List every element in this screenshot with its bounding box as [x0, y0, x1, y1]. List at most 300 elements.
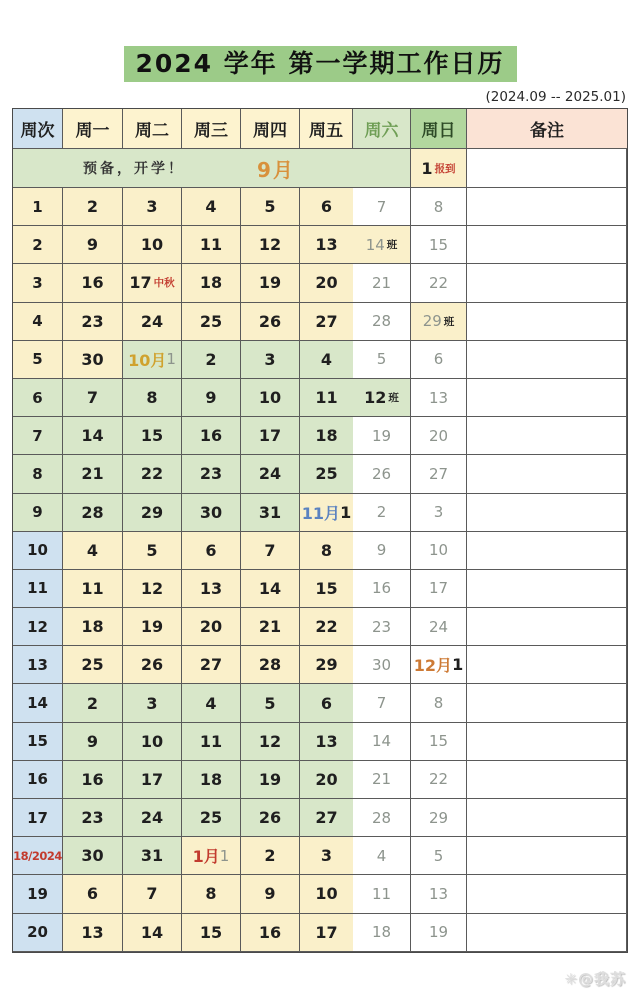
cell-text: 13 — [428, 884, 449, 903]
cell-text: 11 — [315, 388, 338, 408]
cell-text: 7 — [86, 388, 99, 408]
date-cell — [63, 264, 123, 302]
date-cell — [241, 570, 300, 608]
cell-text: 2 — [264, 846, 276, 866]
date-cell — [241, 532, 300, 570]
week-number-cell — [13, 570, 63, 608]
date-cell — [63, 570, 123, 608]
week-number-cell — [13, 264, 63, 302]
cell-text: 11 — [199, 731, 223, 751]
date-cell — [123, 875, 182, 913]
cell-text: 9 — [264, 884, 276, 904]
calendar-table — [12, 108, 628, 953]
note-cell — [467, 341, 627, 379]
date-cell — [123, 226, 182, 264]
date-cell — [241, 494, 300, 532]
note-cell — [467, 684, 627, 722]
cell-text: 27 — [428, 464, 449, 483]
cell-text: 1 — [219, 846, 230, 865]
date-cell — [353, 226, 411, 264]
week-number-cell — [13, 646, 63, 684]
date-cell — [411, 914, 467, 952]
cell-text: 11 — [81, 578, 104, 598]
date-cell — [411, 646, 467, 684]
banner-month-label: 9月 — [257, 157, 295, 182]
note-cell — [467, 264, 627, 302]
cell-text: 17 — [315, 922, 338, 942]
cell-text: 9 — [86, 235, 99, 255]
date-cell — [411, 455, 467, 493]
date-cell — [300, 379, 353, 417]
date-cell — [123, 532, 182, 570]
date-cell — [411, 494, 467, 532]
cell-text: 15 — [428, 235, 449, 254]
cell-text: 18 — [199, 769, 223, 789]
cell-text: 13 — [199, 578, 223, 598]
cell-text: 6 — [32, 388, 43, 407]
week-number-cell — [13, 875, 63, 913]
cell-text: 4 — [320, 349, 333, 369]
cell-text: 3 — [32, 273, 43, 292]
cell-text: 28 — [81, 502, 104, 522]
date-cell — [182, 914, 241, 952]
date-cell — [411, 723, 467, 761]
date-cell — [182, 379, 241, 417]
date-cell — [123, 455, 182, 493]
date-cell — [241, 646, 300, 684]
cell-text: 20 — [315, 273, 338, 293]
date-cell — [123, 914, 182, 952]
cell-text: 26 — [140, 655, 164, 675]
column-header-1: 周次 — [13, 109, 63, 149]
cell-text: 14 — [371, 732, 392, 751]
cell-text: 17 — [27, 808, 48, 827]
cell-text: 7 — [376, 694, 387, 713]
cell-text: 25 — [199, 808, 223, 828]
cell-text: 12 — [258, 235, 282, 255]
week-number-cell — [13, 608, 63, 646]
watermark — [564, 968, 626, 989]
cell-text: 15 — [428, 732, 449, 751]
date-cell — [300, 914, 353, 952]
date-cell — [241, 341, 300, 379]
cell-text: 4 — [376, 846, 387, 865]
cell-text: 22 — [428, 770, 449, 789]
watermark-text: @我苏 — [577, 970, 626, 988]
date-cell — [353, 417, 411, 455]
banner-sunday-cell — [411, 149, 467, 188]
date-cell — [411, 684, 467, 722]
cell-text: 13 — [315, 731, 338, 751]
date-cell — [353, 761, 411, 799]
cell-text: 5 — [264, 693, 276, 713]
cell-text: 8 — [320, 540, 333, 560]
date-cell — [63, 799, 123, 837]
date-cell — [123, 684, 182, 722]
week-number-cell — [13, 684, 63, 722]
column-header-9: 备注 — [467, 109, 627, 149]
cell-text: 4 — [205, 197, 217, 217]
note-cell — [467, 188, 627, 226]
cell-text: 21 — [371, 770, 392, 789]
cell-text: 2 — [86, 197, 99, 217]
cell-text: 12月 — [413, 656, 453, 676]
date-cell — [182, 532, 241, 570]
cell-text: 26 — [258, 311, 282, 331]
cell-text: 15 — [199, 922, 223, 942]
cell-text: 22 — [315, 617, 338, 637]
cell-text: 20 — [315, 769, 338, 789]
date-cell — [182, 303, 241, 341]
date-cell — [411, 379, 467, 417]
cell-text: 16 — [81, 769, 104, 789]
cell-text: 28 — [371, 312, 392, 331]
date-cell — [182, 455, 241, 493]
note-cell — [467, 761, 627, 799]
cell-text: 8 — [146, 388, 158, 408]
cell-text: 13 — [27, 655, 48, 674]
date-cell — [300, 455, 353, 493]
cell-text: 8 — [205, 884, 217, 904]
column-header-8: 周日 — [411, 109, 467, 149]
cell-text: 29 — [428, 808, 449, 827]
cell-text: 12 — [27, 617, 48, 636]
cell-text: 14 — [258, 578, 282, 598]
cell-text: 5 — [433, 846, 444, 865]
cell-text: 3 — [146, 693, 158, 713]
cell-text: 19 — [371, 426, 392, 445]
note-cell — [467, 608, 627, 646]
note-cell — [467, 837, 627, 875]
date-cell — [182, 570, 241, 608]
cell-text: 报到 — [434, 162, 456, 175]
date-cell — [241, 761, 300, 799]
note-cell — [467, 646, 627, 684]
cell-text: 19 — [140, 617, 164, 637]
cell-text: 2 — [205, 349, 217, 369]
cell-text: 17 — [140, 769, 164, 789]
week-number-cell — [13, 455, 63, 493]
cell-text: 班 — [386, 239, 398, 252]
date-cell — [300, 761, 353, 799]
date-cell — [241, 608, 300, 646]
note-cell — [467, 799, 627, 837]
date-cell — [63, 455, 123, 493]
cell-text: 18 — [315, 426, 338, 446]
cell-text: 21 — [371, 273, 392, 292]
date-cell — [63, 532, 123, 570]
date-cell — [241, 417, 300, 455]
cell-text: 2 — [32, 235, 43, 254]
date-cell — [123, 837, 182, 875]
cell-text: 6 — [86, 884, 99, 904]
date-cell — [300, 799, 353, 837]
date-cell — [63, 341, 123, 379]
note-cell — [467, 226, 627, 264]
date-cell — [300, 341, 353, 379]
date-cell — [123, 494, 182, 532]
date-cell — [411, 264, 467, 302]
cell-text: 5 — [146, 540, 158, 560]
cell-text: 18 — [199, 273, 223, 293]
cell-text: 16 — [199, 426, 223, 446]
cell-text: 30 — [371, 655, 392, 674]
cell-text: 9 — [376, 541, 387, 560]
cell-text: 30 — [199, 502, 223, 522]
cell-text: 10 — [428, 541, 449, 560]
cell-text: 中秋 — [153, 277, 175, 290]
date-cell — [63, 608, 123, 646]
week-number-cell — [13, 761, 63, 799]
cell-text: 5 — [264, 197, 276, 217]
date-cell — [411, 188, 467, 226]
cell-text: 6 — [320, 693, 333, 713]
cell-text: 7 — [32, 426, 43, 445]
note-cell — [467, 494, 627, 532]
cell-text: 11 — [199, 235, 223, 255]
cell-text: 7 — [146, 884, 158, 904]
cell-text: 28 — [371, 808, 392, 827]
cell-text: 7 — [376, 197, 387, 216]
date-cell — [123, 264, 182, 302]
date-cell — [353, 723, 411, 761]
date-cell — [300, 875, 353, 913]
date-cell — [411, 303, 467, 341]
date-cell — [241, 264, 300, 302]
date-cell — [353, 455, 411, 493]
note-cell — [467, 149, 627, 188]
cell-text: 20 — [27, 923, 48, 942]
date-cell — [300, 723, 353, 761]
date-cell — [63, 303, 123, 341]
date-cell — [123, 761, 182, 799]
date-cell — [182, 188, 241, 226]
cell-text: 10 — [140, 731, 164, 751]
cell-text: 29 — [315, 655, 338, 675]
cell-text: 25 — [199, 311, 223, 331]
date-cell — [182, 723, 241, 761]
date-cell — [182, 684, 241, 722]
cell-text: 21 — [81, 464, 104, 484]
date-cell — [241, 914, 300, 952]
cell-text: 4 — [205, 693, 217, 713]
date-cell — [300, 570, 353, 608]
note-cell — [467, 532, 627, 570]
cell-text: 9 — [32, 503, 43, 522]
date-cell — [353, 646, 411, 684]
note-cell — [467, 914, 627, 952]
date-cell — [241, 799, 300, 837]
cell-text: 25 — [315, 464, 338, 484]
cell-text: 12 — [258, 731, 282, 751]
cell-text: 14 — [140, 922, 164, 942]
date-cell — [63, 494, 123, 532]
banner-handwriting: 预备，开学！ — [83, 161, 185, 177]
cell-text: 16 — [81, 273, 104, 293]
cell-text: 2 — [86, 693, 99, 713]
week-number-cell — [13, 341, 63, 379]
date-cell — [63, 875, 123, 913]
date-cell — [182, 646, 241, 684]
date-cell — [241, 684, 300, 722]
date-cell — [411, 875, 467, 913]
cell-text: 24 — [140, 311, 164, 331]
cell-text: 5 — [376, 350, 387, 369]
date-cell — [182, 837, 241, 875]
cell-text: 12 — [364, 388, 387, 408]
date-cell — [411, 608, 467, 646]
column-header-6: 周五 — [300, 109, 353, 149]
date-cell — [300, 608, 353, 646]
cell-text: 1 — [340, 502, 352, 522]
note-cell — [467, 303, 627, 341]
cell-text: 31 — [258, 502, 282, 522]
note-cell — [467, 723, 627, 761]
cell-text: 1 — [421, 158, 433, 178]
date-cell — [353, 303, 411, 341]
cell-text: 8 — [433, 694, 444, 713]
date-cell — [241, 455, 300, 493]
note-cell — [467, 379, 627, 417]
cell-text: 8 — [32, 464, 43, 483]
cell-text: 1 — [452, 655, 464, 675]
cell-text: 10月 — [128, 350, 167, 370]
date-cell — [411, 799, 467, 837]
cell-text: 3 — [320, 846, 333, 866]
date-cell — [300, 646, 353, 684]
date-cell — [182, 761, 241, 799]
date-cell — [353, 379, 411, 417]
cell-text: 11 — [371, 884, 392, 903]
date-cell — [123, 570, 182, 608]
note-cell — [467, 417, 627, 455]
date-cell — [182, 226, 241, 264]
cell-text: 16 — [27, 770, 48, 789]
date-cell — [123, 303, 182, 341]
date-cell — [300, 837, 353, 875]
date-cell — [241, 303, 300, 341]
date-cell — [123, 608, 182, 646]
date-cell — [63, 837, 123, 875]
cell-text: 20 — [428, 426, 449, 445]
cell-text: 27 — [199, 655, 223, 675]
cell-text: 8 — [433, 197, 444, 216]
date-cell — [353, 188, 411, 226]
cell-text: 30 — [81, 349, 104, 369]
date-cell — [63, 646, 123, 684]
week-number-cell — [13, 226, 63, 264]
date-cell — [411, 570, 467, 608]
date-cell — [300, 226, 353, 264]
date-cell — [353, 264, 411, 302]
cell-text: 11 — [27, 579, 48, 598]
cell-text: 29 — [140, 502, 164, 522]
cell-text: 1月 — [192, 847, 220, 867]
cell-text: 22 — [140, 464, 164, 484]
column-header-5: 周四 — [241, 109, 300, 149]
date-cell — [63, 723, 123, 761]
cell-text: 4 — [32, 312, 43, 331]
week-number-cell — [13, 417, 63, 455]
cell-text: 13 — [81, 922, 104, 942]
cell-text: 班 — [443, 315, 455, 328]
column-header-2: 周一 — [63, 109, 123, 149]
cell-text: 13 — [428, 388, 449, 407]
cell-text: 15 — [140, 426, 164, 446]
week-number-cell — [13, 914, 63, 952]
date-cell — [123, 341, 182, 379]
date-cell — [63, 188, 123, 226]
date-cell — [182, 799, 241, 837]
date-cell — [411, 226, 467, 264]
date-cell — [411, 761, 467, 799]
date-cell — [353, 837, 411, 875]
cell-text: 18/2024 — [13, 848, 62, 863]
cell-text: 24 — [140, 808, 164, 828]
cell-text: 13 — [315, 235, 338, 255]
date-cell — [241, 875, 300, 913]
cell-text: 15 — [27, 732, 48, 751]
cell-text: 26 — [371, 464, 392, 483]
date-cell — [63, 684, 123, 722]
cell-text: 1 — [32, 197, 43, 216]
date-cell — [63, 379, 123, 417]
date-cell — [300, 417, 353, 455]
week-number-cell — [13, 532, 63, 570]
cell-text: 27 — [315, 808, 338, 828]
week-number-cell — [13, 837, 63, 875]
cell-text: 24 — [428, 617, 449, 636]
date-cell — [182, 264, 241, 302]
date-cell — [353, 341, 411, 379]
date-cell — [353, 914, 411, 952]
cell-text: 21 — [258, 617, 282, 637]
week-number-cell — [13, 494, 63, 532]
cell-text: 27 — [315, 311, 338, 331]
cell-text: 7 — [264, 540, 276, 560]
note-cell — [467, 570, 627, 608]
cell-text: 11月 — [301, 503, 341, 523]
cell-text: 19 — [428, 923, 449, 942]
date-cell — [353, 570, 411, 608]
cell-text: 17 — [129, 273, 152, 293]
date-cell — [241, 226, 300, 264]
cell-text: 2 — [376, 503, 387, 522]
cell-text: 17 — [428, 579, 449, 598]
cell-text: 19 — [258, 273, 282, 293]
page-title: 2024 学年 第一学期工作日历 — [124, 46, 517, 82]
cell-text: 16 — [258, 922, 282, 942]
cell-text: 18 — [81, 617, 104, 637]
cell-text: 28 — [258, 655, 282, 675]
cell-text: 18 — [371, 923, 392, 942]
date-cell — [353, 494, 411, 532]
cell-text: 23 — [81, 311, 104, 331]
cell-text: 9 — [86, 731, 99, 751]
cell-text: 30 — [81, 846, 104, 866]
cell-text: 4 — [86, 540, 99, 560]
cell-text: 1 — [166, 350, 176, 369]
cell-text: 3 — [433, 503, 444, 522]
date-cell — [123, 417, 182, 455]
date-cell — [123, 723, 182, 761]
date-cell — [353, 532, 411, 570]
cell-text: 6 — [433, 350, 444, 369]
date-cell — [123, 188, 182, 226]
date-cell — [353, 608, 411, 646]
cell-text: 3 — [146, 197, 158, 217]
date-cell — [63, 914, 123, 952]
